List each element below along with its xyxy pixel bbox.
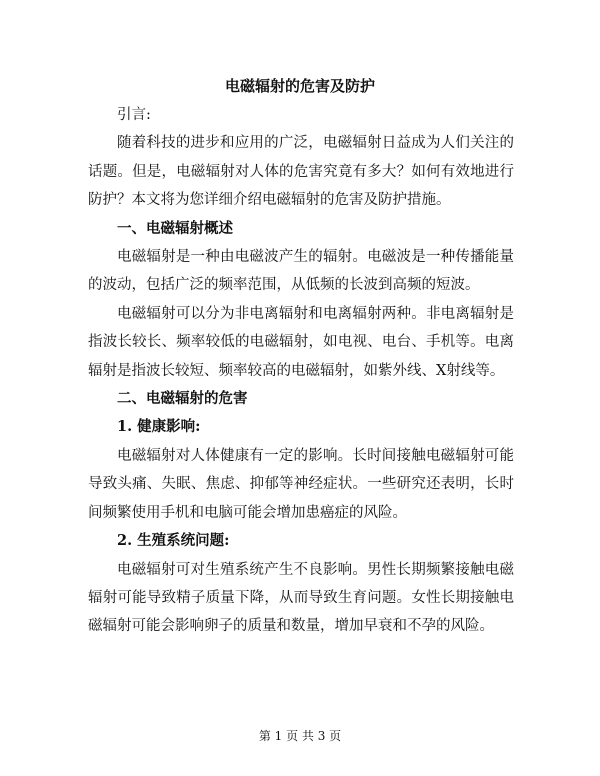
subsection-reproductive-heading: 2. 生殖系统问题: xyxy=(117,532,230,550)
section-2-heading: 二、电磁辐射的危害 xyxy=(117,390,248,408)
subsection-health-heading: 1. 健康影响: xyxy=(117,418,201,436)
intro-label: 引言: xyxy=(117,107,151,123)
section-1-paragraph-1: 电磁辐射是一种由电磁波产生的辐射。电磁波是一种传播能量的波动，包括广泛的频率范围，从低频的长波到高频的短波。 xyxy=(88,249,514,294)
subsection-reproductive-paragraph: 电磁辐射可对生殖系统产生不良影响。男性长期频繁接触电磁辐射可能导致精子质量下降，从而导致生育问题。女性长期接触电磁辐射可能会影响卵子的质量和数量，增加早衰和不孕的风险。 xyxy=(88,561,514,635)
document-title: 电磁辐射的危害及防护 xyxy=(224,77,375,95)
subsection-health-paragraph: 电磁辐射对人体健康有一定的影响。长时间接触电磁辐射可能导致头痛、失眠、焦虑、抑郁等神经症状。一些研究还表明，长时间频繁使用手机和电脑可能会增加患癌症的风险。 xyxy=(88,447,514,521)
intro-paragraph: 随着科技的进步和应用的广泛，电磁辐射日益成为人们关注的话题。但是，电磁辐射对人体的危害究竟有多大？如何有效地进行防护？本文将为您详细介绍电磁辐射的危害及防护措施。 xyxy=(88,135,514,209)
document-body xyxy=(88,101,514,641)
page-footer: 第 1 页 共 3 页 xyxy=(258,729,342,743)
section-1-paragraph-2: 电磁辐射可以分为非电离辐射和电离辐射两种。非电离辐射是指波长较长、频率较低的电磁辐射，如电视、电台、手机等。电离辐射是指波长较短、频率较高的电磁辐射，如紫外线、X射线等。 xyxy=(88,305,514,379)
section-1-heading: 一、电磁辐射概述 xyxy=(117,219,233,237)
